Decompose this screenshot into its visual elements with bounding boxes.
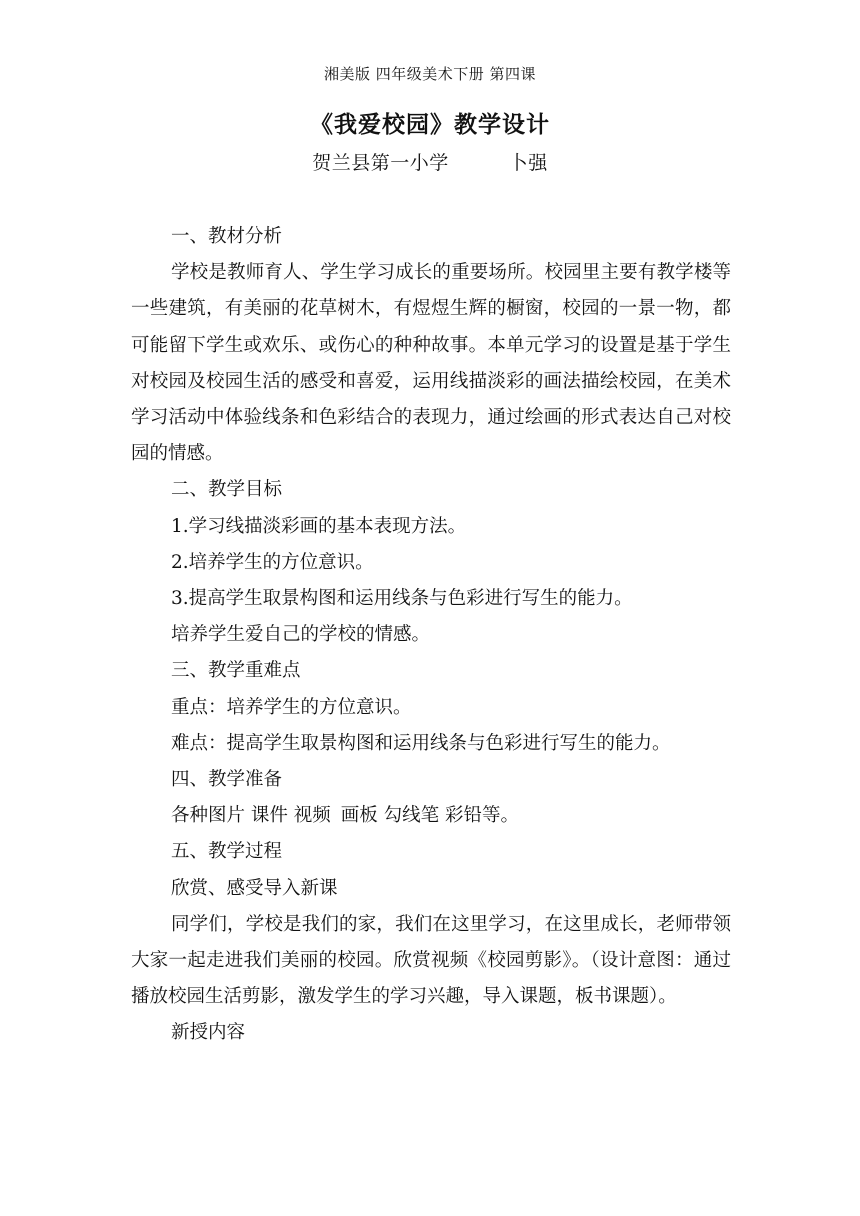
subheading-intro: 欣赏、感受导入新课: [171, 877, 338, 899]
goal-item-3: 3.提高学生取景构图和运用线条与色彩进行写生的能力。: [171, 588, 633, 610]
section-heading-5: 五、教学过程: [171, 841, 283, 863]
section-1-paragraph: 学校是教师育人、学生学习成长的重要场所。校园里主要有教学楼等一些建筑，有美丽的花草树木，有煜煜生辉的橱窗，校园的一景一物，都可能留下学生或欢乐、或伤心的种种故事。本单元学习的设置是基于学生对校园及校园生活的感受和喜爱，运用线描淡彩的画法描绘校园，在美术学习活动中体验线条和色彩结合的表现力，通过绘画的形式表达自己对校园的情感。: [131, 262, 731, 465]
difficult-point: 难点：提高学生取景构图和运用线条与色彩进行写生的能力。: [171, 732, 671, 754]
document-body: [131, 219, 731, 1052]
goal-item-4: 培养学生爱自己的学校的情感。: [171, 624, 431, 646]
section-heading-3: 三、教学重难点: [171, 660, 301, 682]
materials-part-b: 画板 勾线笔 彩铅等。: [340, 805, 520, 827]
course-info: 湘美版 四年级美术下册 第四课: [323, 65, 537, 83]
key-point: 重点：培养学生的方位意识。: [171, 696, 412, 718]
school-name: 贺兰县第一小学: [312, 152, 449, 174]
subheading-new-content: 新授内容: [171, 1022, 246, 1044]
author-name: 卜强: [508, 152, 548, 174]
section-heading-2: 二、教学目标: [171, 479, 283, 501]
section-heading-1: 一、教材分析: [171, 226, 283, 247]
document-title: 《我爱校园》教学设计: [310, 111, 550, 138]
section-5-paragraph: 同学们，学校是我们的家，我们在这里学习，在这里成长，老师带领大家一起走进我们美丽的校园。欣赏视频《校园剪影》。（设计意图：通过播放校园生活剪影，激发学生的学习兴趣，导入课题，板书课题）。: [131, 913, 731, 1008]
goal-item-1: 1.学习线描淡彩画的基本表现方法。: [171, 515, 467, 537]
author-line: [0, 148, 860, 175]
materials-line: [131, 798, 731, 834]
materials-part-a: 各种图片 课件 视频: [171, 805, 331, 827]
goal-item-2: 2.培养学生的方位意识。: [171, 551, 374, 573]
section-heading-4: 四、教学准备: [171, 769, 283, 791]
